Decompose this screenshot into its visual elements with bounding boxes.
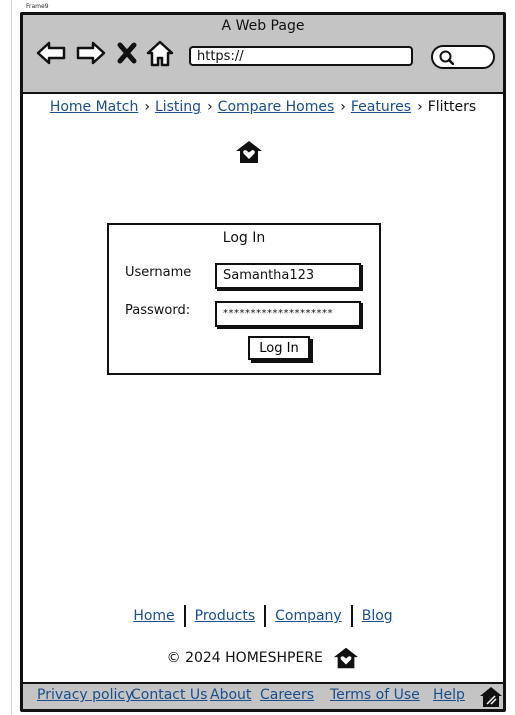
footer-divider bbox=[351, 605, 353, 627]
bottom-link-terms-of-use[interactable]: Terms of Use bbox=[330, 687, 420, 703]
search-bar[interactable] bbox=[431, 45, 495, 69]
breadcrumb-listing[interactable]: Listing bbox=[154, 99, 202, 115]
bottom-link-about[interactable]: About bbox=[210, 687, 252, 703]
footer-link-company[interactable]: Company bbox=[275, 608, 342, 624]
login-button[interactable]: Log In bbox=[248, 336, 310, 360]
breadcrumb-features[interactable]: Features bbox=[350, 99, 412, 115]
back-arrow-icon[interactable] bbox=[35, 39, 67, 67]
breadcrumb-home-match[interactable]: Home Match bbox=[49, 99, 139, 115]
close-x-icon[interactable] bbox=[115, 39, 139, 67]
footer-divider bbox=[184, 605, 186, 627]
password-label: Password: bbox=[125, 303, 191, 318]
browser-chrome bbox=[23, 15, 503, 94]
footer-link-home[interactable]: Home bbox=[133, 608, 175, 624]
bottom-link-careers[interactable]: Careers bbox=[260, 687, 315, 703]
breadcrumb bbox=[23, 99, 503, 115]
search-icon bbox=[439, 50, 454, 65]
footer-nav bbox=[23, 605, 503, 627]
username-field[interactable]: Samantha123 bbox=[215, 263, 361, 289]
breadcrumb-separator: › bbox=[340, 99, 346, 115]
home-icon[interactable] bbox=[145, 39, 175, 67]
footer-divider bbox=[264, 605, 266, 627]
bottom-bar bbox=[23, 682, 503, 709]
browser-window bbox=[20, 12, 506, 712]
footer-link-blog[interactable]: Blog bbox=[361, 608, 393, 624]
page-title: A Web Page bbox=[221, 18, 305, 34]
copyright bbox=[23, 646, 503, 670]
login-form bbox=[107, 223, 381, 375]
bottom-link-privacy-policy[interactable]: Privacy policy bbox=[37, 687, 134, 703]
left-guide-line bbox=[11, 0, 12, 715]
bottom-link-help[interactable]: Help bbox=[433, 687, 465, 703]
url-bar[interactable]: https:// bbox=[189, 46, 413, 66]
home-heart-logo-icon bbox=[235, 140, 263, 164]
breadcrumb-compare-homes[interactable]: Compare Homes bbox=[217, 99, 335, 115]
footer-link-products[interactable]: Products bbox=[194, 608, 256, 624]
username-label: Username bbox=[125, 265, 192, 280]
bottom-link-contact-us[interactable]: Contact Us bbox=[131, 687, 208, 703]
home-heart-logo-icon bbox=[333, 646, 359, 670]
breadcrumb-current: Flitters bbox=[427, 99, 477, 115]
forward-arrow-icon[interactable] bbox=[75, 39, 107, 67]
password-field[interactable]: ******************** bbox=[215, 301, 361, 327]
breadcrumb-separator: › bbox=[207, 99, 213, 115]
copyright-text: © 2024 HOMESHPERE bbox=[166, 650, 323, 666]
breadcrumb-separator: › bbox=[144, 99, 150, 115]
breadcrumb-separator: › bbox=[417, 99, 423, 115]
frame-label: Frame9 bbox=[26, 3, 49, 10]
home-corner-icon bbox=[479, 686, 503, 708]
login-title: Log In bbox=[222, 230, 266, 246]
